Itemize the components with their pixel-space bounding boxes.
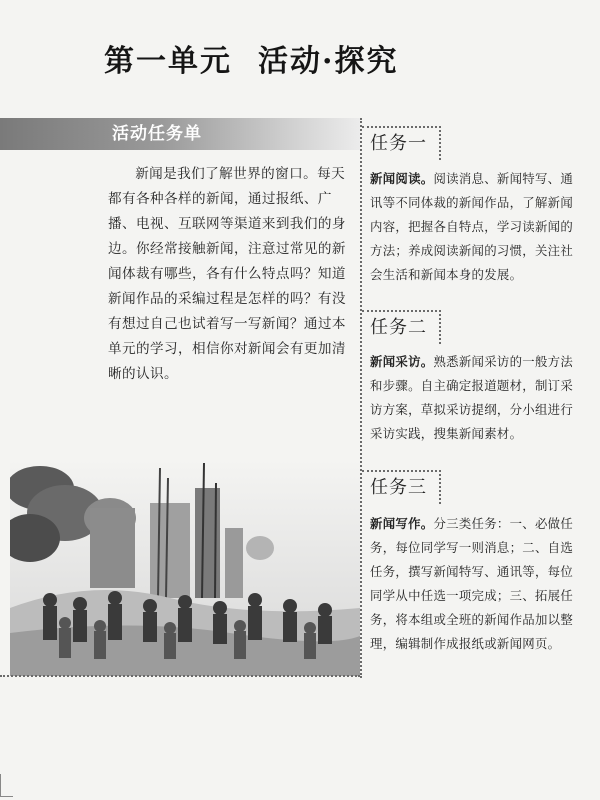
- activity-sheet-header: [0, 118, 360, 150]
- task-1-body: [370, 167, 580, 287]
- corner-mark: [0, 774, 13, 797]
- activity-sheet-label: 活动任务单: [112, 124, 202, 144]
- task-2-text: 熟悉新闻采访的一般方法和步骤。自主确定报道题材，制订采访方案，草拟采访提纲，分小组进行采访实践，搜集新闻素材。: [370, 354, 574, 441]
- unit-topic: 活动·探究: [258, 44, 399, 79]
- task-3-title: 任务三: [362, 470, 441, 504]
- task-2-title: 任务二: [362, 310, 441, 344]
- task-1-keyword: 新闻阅读。: [370, 171, 434, 186]
- task-3-keyword: 新闻写作。: [370, 516, 434, 531]
- task-1-text: 阅读消息、新闻特写、通讯等不同体裁的新闻作品，了解新闻内容，把握各自特点，学习读新闻的方法；养成阅读新闻的习惯，关注社会生活和新闻本身的发展。: [370, 171, 574, 282]
- task-3-text: 分三类任务：一、必做任务，每位同学写一则消息；二、自选任务，撰写新闻特写、通讯等，每位同学从中任选一项完成；三、拓展任务，将本组或全班的新闻作品加以整理，编辑制作成报纸或新闻网页。: [370, 516, 574, 651]
- column-divider: [360, 118, 362, 678]
- task-1-title: 任务一: [362, 126, 441, 160]
- task-2-body: [370, 350, 580, 446]
- task-2-keyword: 新闻采访。: [370, 354, 434, 369]
- soldiers-illustration: [10, 458, 360, 676]
- task-3-body: [370, 512, 580, 656]
- intro-paragraph: 新闻是我们了解世界的窗口。每天都有各种各样的新闻，通过报纸、广播、电视、互联网等渠道来到我们的身边。你经常接触新闻，注意过常见的新闻体裁有哪些，各有什么特点吗？知道新闻作品的采编过程是怎样的吗？有没有想过自己也试着写一写新闻？通过本单元的学习，相信你对新闻会有更加清晰的认识。: [108, 166, 346, 382]
- unit-number: 第一单元: [104, 44, 232, 79]
- unit-title: [104, 36, 398, 80]
- bottom-divider: [0, 675, 360, 677]
